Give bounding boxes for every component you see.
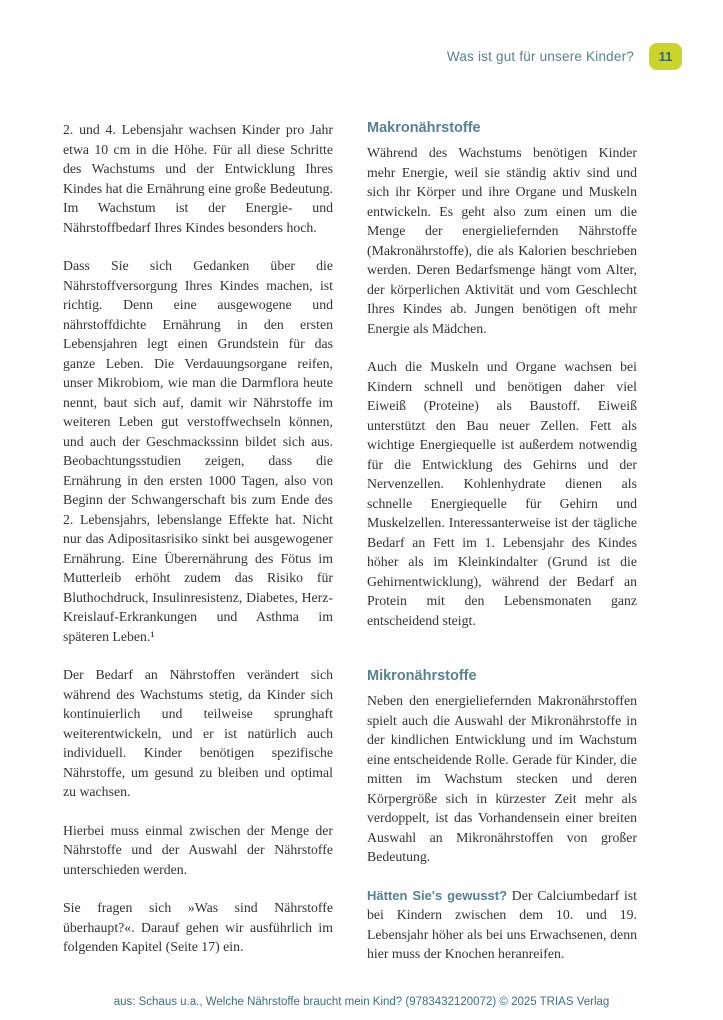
did-you-know-paragraph	[367, 886, 637, 964]
page-footer	[0, 992, 723, 1010]
paragraph: Hierbei muss einmal zwischen der Menge der Nährstoffe und der Auswahl der Nährstoffe unterschieden werden.	[63, 822, 333, 877]
section-heading-mikronaehrstoffe: Mikronährstoffe	[367, 668, 477, 684]
page-number: 11	[658, 49, 673, 64]
paragraph: Sie fragen sich »Was sind Nährstoffe überhaupt?«. Darauf gehen wir ausführlich im folgenden Kapitel (Seite 17) ein.	[63, 900, 333, 954]
right-column	[367, 120, 637, 964]
left-column	[63, 120, 333, 964]
page-header	[63, 43, 682, 70]
paragraph: 2. und 4. Lebensjahr wachsen Kinder pro Jahr etwa 10 cm in die Höhe. Für all diese Schritte des Wachstums und der Entwicklung Ihres Kindes hat die Ernährung eine große Bedeutung. Im Wachstum ist der Energie- und Nährstoffbedarf Ihres Kindes besonders hoch.	[63, 122, 333, 235]
running-title: Was ist gut für unsere Kinder?	[446, 49, 634, 64]
section-heading-makronaehrstoffe: Makronährstoffe	[367, 120, 481, 136]
page-number-badge	[649, 43, 682, 70]
paragraph: Dass Sie sich Gedanken über die Nährstoffversorgung Ihres Kindes machen, ist richtig. Denn eine ausgewogene und nährstoffdichte Ernährung in den ersten Lebensjahren legt einen Grundstein für das ganze Leben. Die Verdauungsorgane reifen, unser Mikrobiom, wie man die Darmflora heute nennt, baut sich auf, damit wir Nährstoffe im weiteren Leben gut verstoffwechseln können, und auch der Geschmackssinn bildet sich aus. Beobachtungsstudien zeigen, dass die Ernährung in den ersten 1000 Tagen, also von Beginn der Schwangerschaft bis zum Ende des 2. Lebensjahrs, lebenslange Effekte hat. Nicht nur das Adipositasrisiko sinkt bei ausgewogener Ernährung. Eine Überernährung des Fötus im Mutterleib erhöht zudem das Risiko für Bluthochdruck, Insulinresistenz, Diabetes, Herz-Kreislauf-Erkrankungen und Asthma im späteren Leben.¹	[63, 258, 333, 644]
did-you-know-text: Der Calciumbedarf ist bei Kindern zwischen dem 10. und 19. Lebensjahr höher als bei uns Erwachsenen, denn hier muss der Knochen heranreifen.	[367, 887, 637, 961]
content-columns	[63, 120, 637, 964]
did-you-know-lead: Hätten Sie's gewusst?	[367, 887, 508, 903]
paragraph: Auch die Muskeln und Organe wachsen bei Kindern schnell und benötigen daher viel Eiweiß (Proteine) als Baustoff. Eiweiß unterstützt den Bau neuer Zellen. Fett als wichtige Energiequelle ist außerdem notwendig für die Entwicklung des Gehirns und der Nervenzellen. Kohlenhydrate dienen als schnelle Energiequelle für Gehirn und Muskelzellen. Interessanterweise ist der tägliche Bedarf an Fett im 1. Lebensjahr des Kindes höher als im Kleinkindalter (Grund ist die Gehirnentwicklung), während der Bedarf an Protein mit den Lebensmonaten ganz entscheidend steigt.	[367, 359, 637, 628]
paragraph: Neben den energieliefernden Makronährstoffen spielt auch die Auswahl der Mikronährstoffe in der kindlichen Entwicklung und im Wachstum eine entscheidende Rolle. Gerade für Kinder, die mitten im Wachstum stecken und deren Körpergröße sich in kürzester Zeit mehr als verdoppelt, ist das Vorhandensein einer breiten Auswahl an Mikronährstoffen von großer Bedeutung.	[367, 693, 637, 864]
paragraph: Der Bedarf an Nährstoffen verändert sich während des Wachstums stetig, da Kinder sich kontinuierlich und teilweise sprunghaft weiterentwickeln, und er ist natürlich auch individuell. Kinder benötigen spezifische Nährstoffe, um gesund zu bleiben und optimal zu wachsen.	[63, 667, 333, 799]
paragraph: Während des Wachstums benötigen Kinder mehr Energie, weil sie ständig aktiv sind und sich ihr Körper und ihre Organe und Muskeln entwickeln. Es geht also zum einen um die Menge der energieliefernden Nährstoffe (Makronährstoffe), die als Kalorien beschrieben werden. Deren Bedarfsmenge hängt vom Alter, der körperlichen Aktivität und vom Geschlecht Ihres Kindes ab. Jungen benötigen oft mehr Energie als Mädchen.	[367, 145, 637, 336]
credit-line: aus: Schaus u.a., Welche Nährstoffe braucht mein Kind? (9783432120072) © 2025 TRIAS Verlag	[113, 996, 610, 1008]
